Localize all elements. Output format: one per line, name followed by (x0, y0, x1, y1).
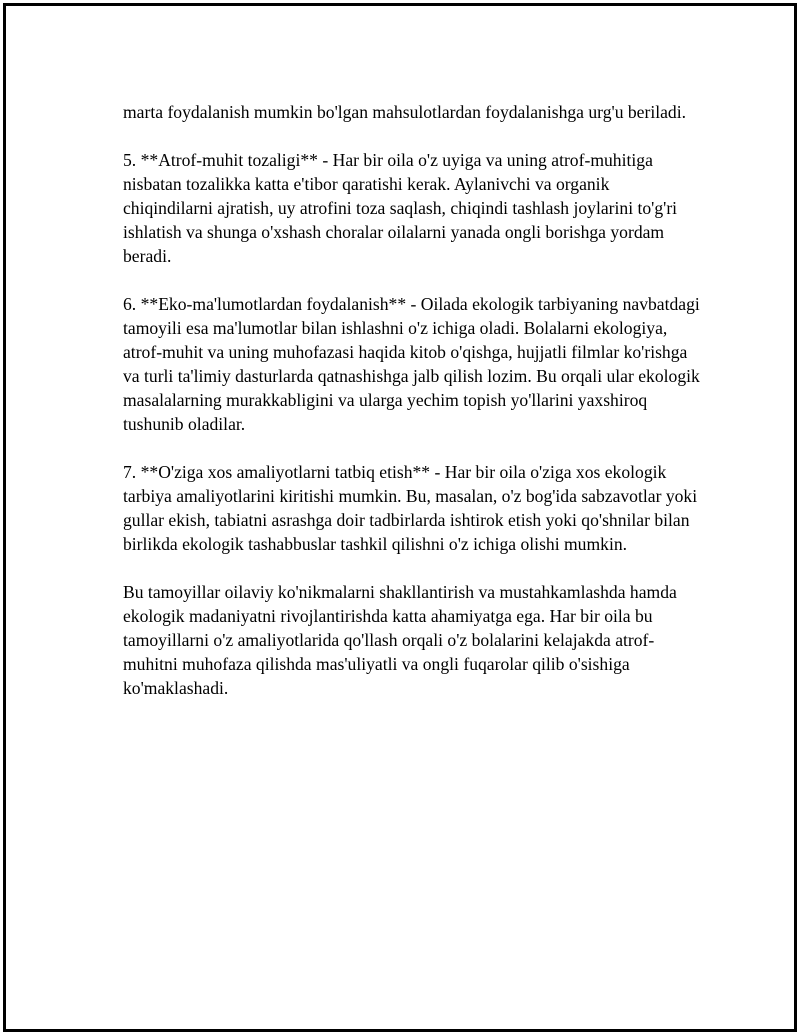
document-body (123, 100, 703, 700)
page-frame (3, 3, 797, 1032)
paragraph-item-6: 6. **Eko-ma'lumotlardan foydalanish** - Oilada ekologik tarbiyaning navbatdagi tamoyili esa ma'lumotlar bilan ishlashni o'z ichiga oladi. Bolalarni ekologiya, atrof-muhit va uning muhofazasi haqida kitob o'qishga, hujjatli filmlar ko'rishga va turli ta'limiy dasturlarda qatnashishga jalb qilish lozim. Bu orqali ular ekologik masalalarning murakkabligini va ularga yechim topish yo'llarini yaxshiroq tushunib oladilar. (123, 294, 700, 434)
paragraph-continuation: marta foydalanish mumkin bo'lgan mahsulotlardan foydalanishga urg'u beriladi. (123, 102, 687, 122)
paragraph-item-5: 5. **Atrof-muhit tozaligi** - Har bir oila o'z uyiga va uning atrof-muhitiga nisbatan tozalikka katta e'tibor qaratishi kerak. Aylanivchi va organik chiqindilarni ajratish, uy atrofini toza saqlash, chiqindi tashlash joylarini to'g'ri ishlatish va shunga o'xshash choralar oilalarni yanada ongli borishga yordam beradi. (123, 150, 678, 266)
paragraph-item-7: 7. **O'ziga xos amaliyotlarni tatbiq etish** - Har bir oila o'ziga xos ekologik tarbiya amaliyotlarini kiritishi mumkin. Bu, masalan, o'z bog'ida sabzavotlar yoki gullar ekish, tabiatni asrashga doir tadbirlarda ishtirok etish yoki qo'shnilar bilan birlikda ekologik tashabbuslar tashkil qilishni o'z ichiga olishi mumkin. (123, 462, 698, 554)
paragraph-conclusion: Bu tamoyillar oilaviy ko'nikmalarni shakllantirish va mustahkamlashda hamda ekologik madaniyatni rivojlantirishda katta ahamiyatga ega. Har bir oila bu tamoyillarni o'z amaliyotlarida qo'llash orqali o'z bolalarini kelajakda atrof-muhitni muhofaza qilishda mas'uliyatli va ongli fuqarolar qilib o'sishiga ko'maklashadi. (123, 582, 677, 698)
